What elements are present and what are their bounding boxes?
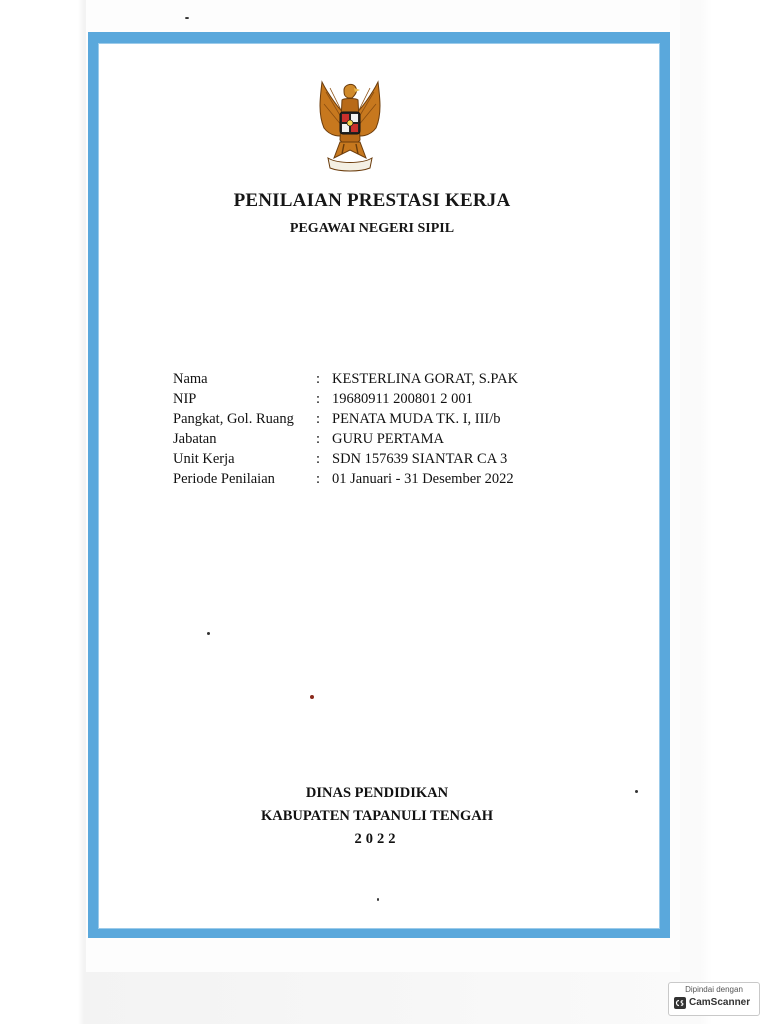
field-value: KESTERLINA GORAT, S.PAK <box>332 371 519 387</box>
garuda-pancasila-emblem <box>314 78 386 172</box>
scan-speck <box>185 17 189 19</box>
field-label: Pangkat, Gol. Ruang <box>173 411 294 427</box>
watermark-caption: Dipindai dengan <box>685 985 743 994</box>
camscanner-logo-icon <box>674 997 686 1009</box>
scan-speck <box>207 632 210 635</box>
footer-year: 2022 <box>354 831 400 847</box>
document-subtitle: PEGAWAI NEGERI SIPIL <box>289 221 455 236</box>
info-row-nama <box>173 369 593 389</box>
field-label: Periode Penilaian <box>173 471 275 487</box>
info-row-jabatan <box>173 429 593 449</box>
field-value: 19680911 200801 2 001 <box>332 391 473 407</box>
footer-regency: KABUPATEN TAPANULI TENGAH <box>260 808 494 824</box>
field-label: Nama <box>173 371 208 387</box>
employee-info-list <box>173 369 593 489</box>
field-value: 01 Januari - 31 Desember 2022 <box>332 471 514 487</box>
document-title: PENILAIAN PRESTASI KERJA <box>233 190 511 211</box>
scan-speck <box>377 898 379 901</box>
info-row-pangkat <box>173 409 593 429</box>
field-label: Jabatan <box>173 431 217 447</box>
field-separator: : <box>316 431 321 447</box>
info-row-nip <box>173 389 593 409</box>
info-row-periode <box>173 469 593 489</box>
scan-speck <box>635 790 638 793</box>
field-separator: : <box>316 411 321 427</box>
field-value: PENATA MUDA TK. I, III/b <box>332 411 501 427</box>
field-label: NIP <box>173 391 197 407</box>
field-value: GURU PERTAMA <box>332 431 444 447</box>
info-row-unit-kerja <box>173 449 593 469</box>
footer-agency: DINAS PENDIDIKAN <box>305 785 449 801</box>
watermark-brand: CamScanner <box>689 997 751 1008</box>
field-separator: : <box>316 371 321 387</box>
field-separator: : <box>316 451 321 467</box>
field-label: Unit Kerja <box>173 451 235 467</box>
camscanner-watermark <box>668 982 760 1016</box>
field-separator: : <box>316 471 321 487</box>
field-value: SDN 157639 SIANTAR CA 3 <box>332 451 508 467</box>
field-separator: : <box>316 391 321 407</box>
scan-speck <box>310 695 314 699</box>
